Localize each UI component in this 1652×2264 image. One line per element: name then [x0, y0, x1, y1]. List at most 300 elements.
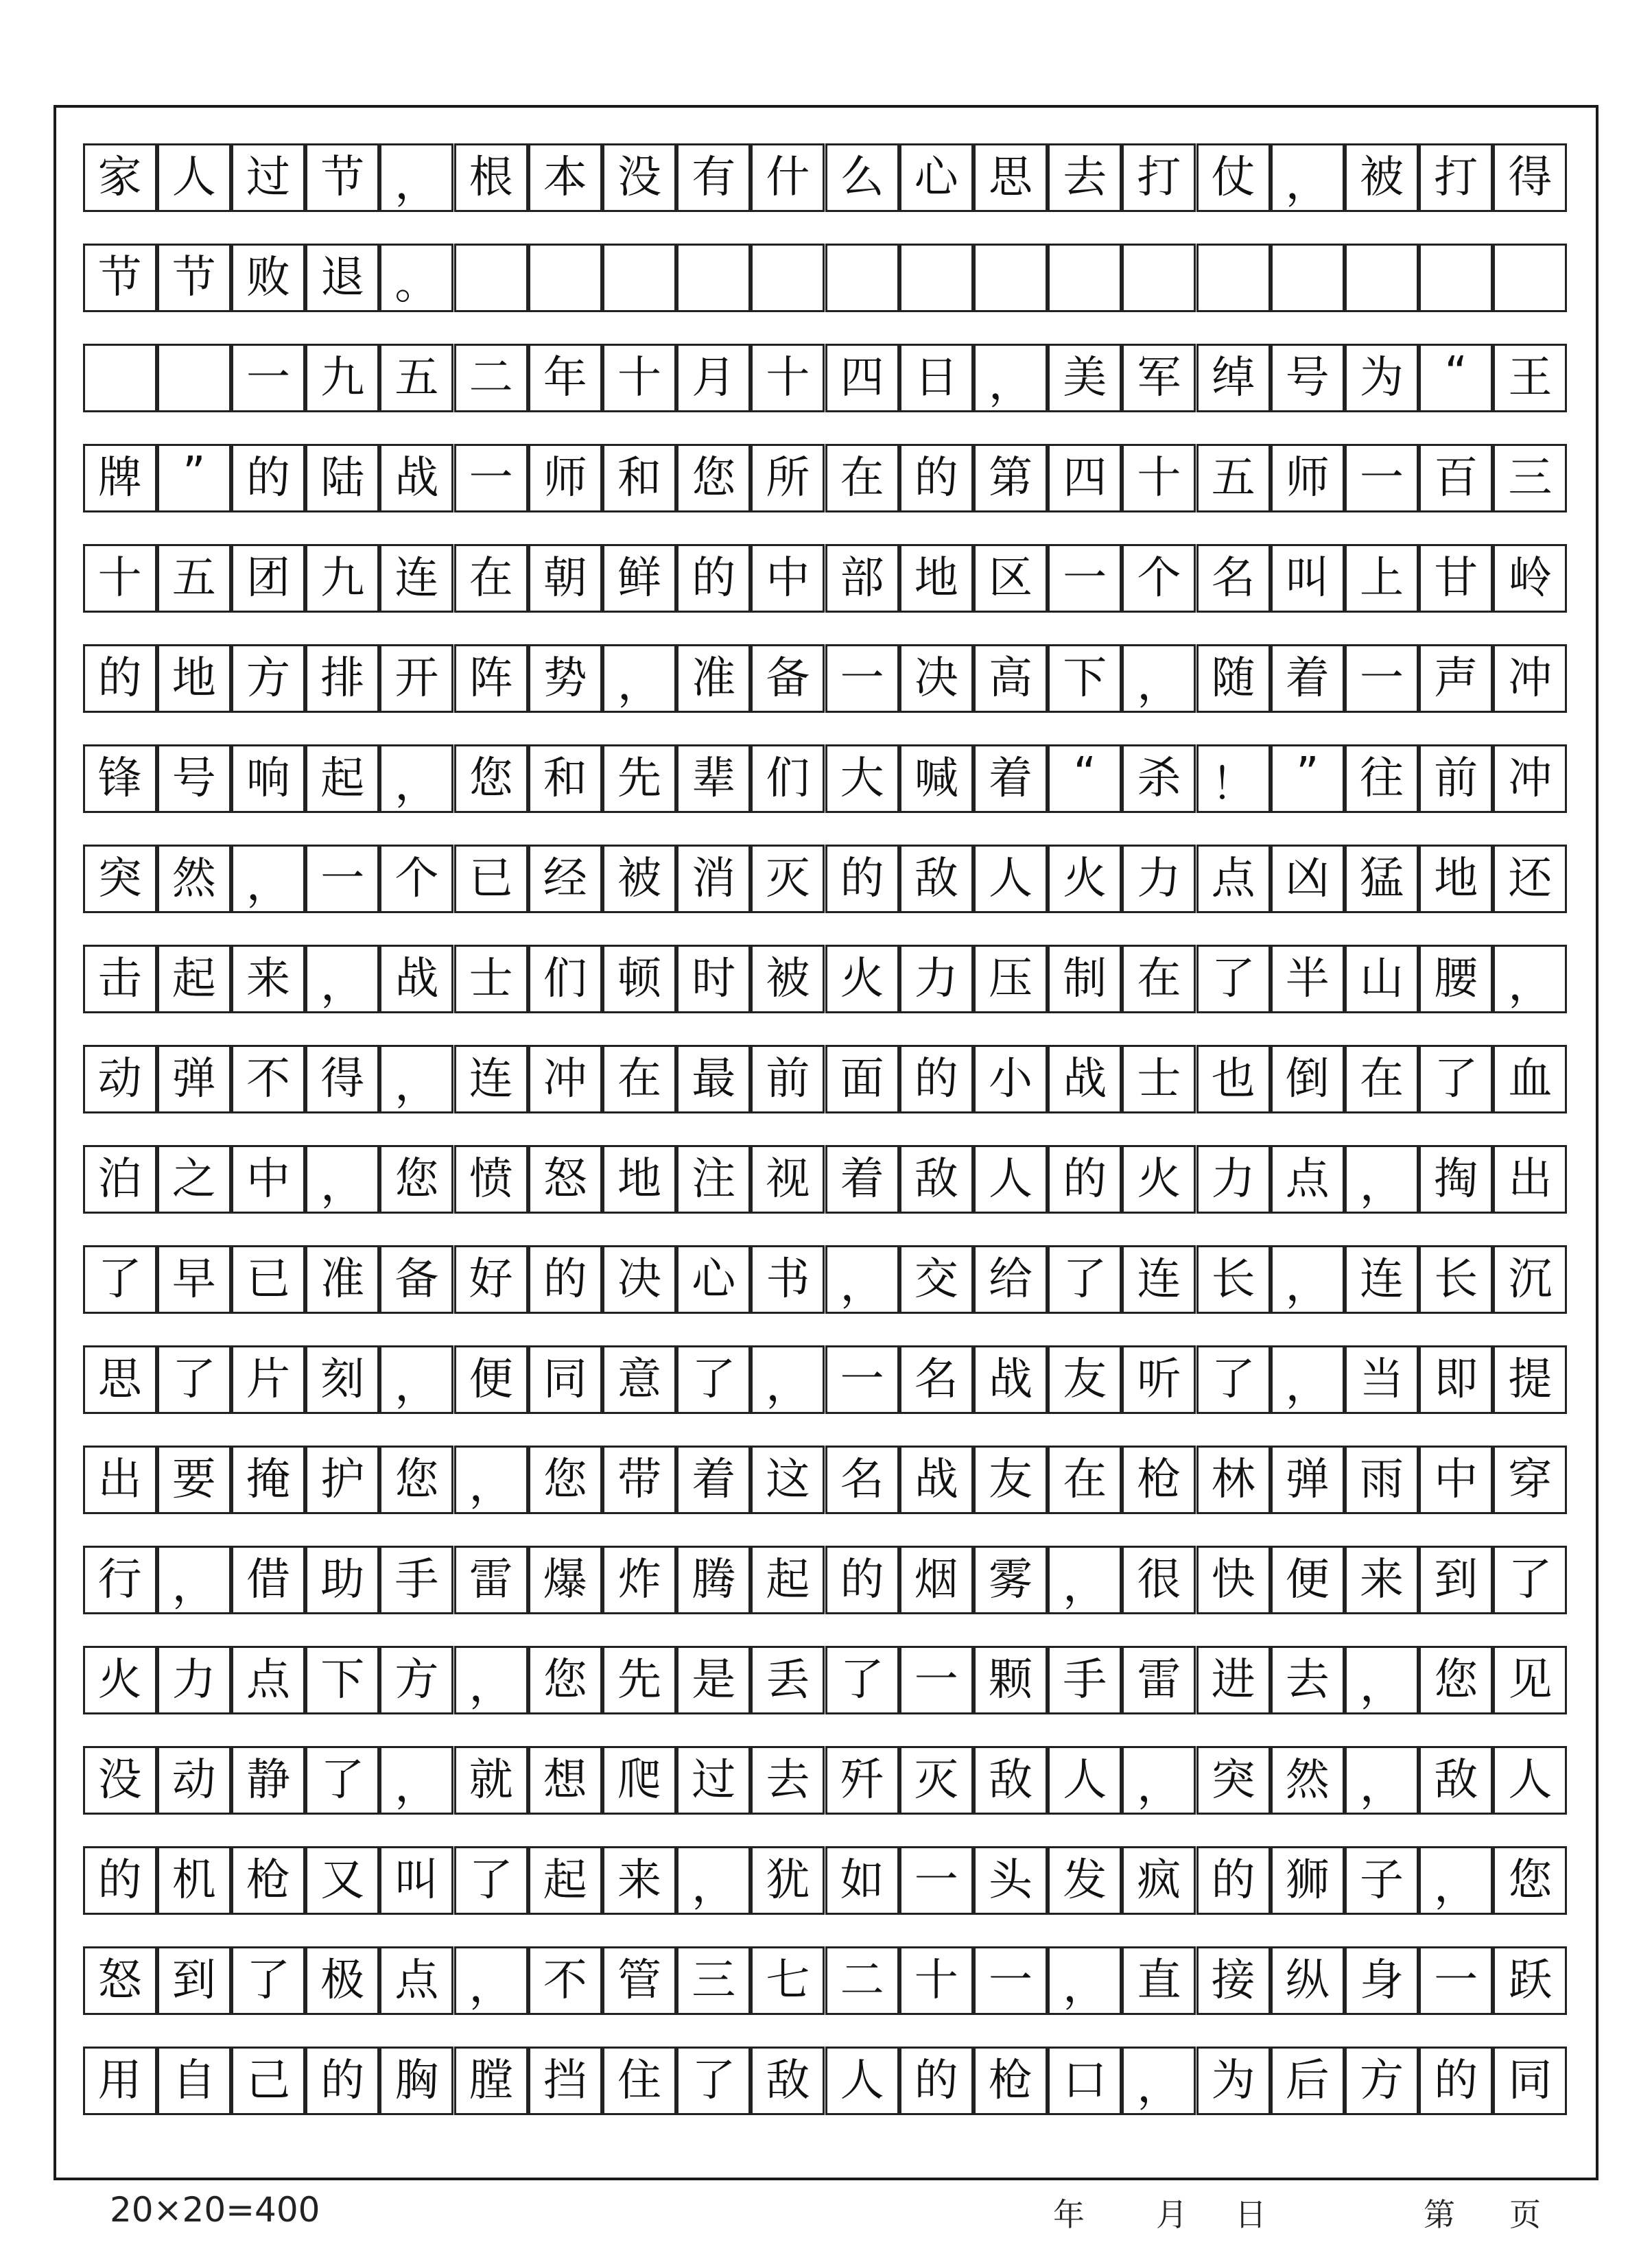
- grid-cell: [751, 1446, 825, 1514]
- grid-char: 一: [1359, 453, 1404, 504]
- grid-cell: [157, 344, 231, 412]
- grid-cell: [454, 845, 528, 913]
- grid-cell: [751, 544, 825, 613]
- grid-cell: [231, 2047, 305, 2115]
- grid-cell: [1048, 1145, 1122, 1214]
- grid-char: 随: [1211, 653, 1255, 704]
- grid-char: 了: [692, 1354, 736, 1405]
- grid-char: 片: [246, 1354, 290, 1405]
- grid-char: ，: [1063, 1561, 1107, 1612]
- grid-char: 师: [543, 453, 587, 504]
- grid-cell: [825, 1045, 899, 1113]
- grid-char: 友: [988, 1454, 1032, 1505]
- grid-cell: [1493, 1646, 1567, 1714]
- grid-cell: [305, 444, 379, 512]
- grid-char: 节: [97, 252, 142, 303]
- grid-cell: [83, 644, 157, 713]
- grid-char: 枪: [1137, 1454, 1181, 1505]
- grid-char: 的: [840, 1555, 884, 1605]
- manuscript-row: [84, 143, 1568, 212]
- grid-cell: [602, 1145, 676, 1214]
- grid-cell: [676, 1045, 751, 1113]
- grid-char: 歼: [840, 1755, 884, 1806]
- grid-char: 二: [840, 1955, 884, 2006]
- grid-cell: [379, 244, 453, 312]
- manuscript-row: [84, 2047, 1568, 2115]
- grid-cell: [899, 244, 974, 312]
- grid-char: 的: [1063, 1154, 1107, 1205]
- grid-cell: [1271, 1446, 1345, 1514]
- grid-char: 雨: [1359, 1454, 1404, 1505]
- grid-char: 二: [469, 353, 513, 403]
- grid-char: 一: [1434, 1955, 1478, 2006]
- grid-char: 疯: [1137, 1855, 1181, 1906]
- grid-char: 连: [469, 1054, 513, 1105]
- grid-cell: [528, 744, 602, 813]
- grid-cell: [1345, 1646, 1419, 1714]
- grid-char: 五: [394, 353, 439, 403]
- grid-char: 了: [1508, 1555, 1553, 1605]
- grid-char: 备: [394, 1254, 439, 1305]
- grid-char: 往: [1359, 753, 1404, 804]
- grid-cell: [1196, 845, 1271, 913]
- grid-cell: [305, 1345, 379, 1414]
- grid-cell: [157, 644, 231, 713]
- grid-char: ，: [394, 1360, 439, 1411]
- grid-char: 便: [1285, 1555, 1330, 1605]
- grid-cell: [379, 1446, 453, 1514]
- grid-char: 。: [394, 259, 439, 309]
- grid-char: 地: [617, 1154, 661, 1205]
- grid-cell: [1493, 1846, 1567, 1915]
- grid-cell: [1122, 1646, 1196, 1714]
- grid-cell: [676, 845, 751, 913]
- grid-char: 一: [320, 853, 365, 904]
- grid-char: 视: [766, 1154, 810, 1205]
- grid-char: 战: [394, 453, 439, 504]
- grid-char: 在: [1359, 1054, 1404, 1105]
- grid-char: 战: [914, 1454, 958, 1505]
- grid-char: 决: [914, 653, 958, 704]
- grid-char: 如: [840, 1855, 884, 1906]
- grid-char: 月: [692, 353, 736, 403]
- grid-char: 面: [840, 1054, 884, 1105]
- grid-cell: [676, 1145, 751, 1214]
- grid-char: 给: [988, 1254, 1032, 1305]
- grid-cell: [305, 1746, 379, 1815]
- grid-char: 静: [246, 1755, 290, 1806]
- grid-char: 灭: [766, 853, 810, 904]
- grid-cell: [602, 945, 676, 1013]
- grid-char: 朝: [543, 553, 587, 604]
- grid-cell: [528, 1946, 602, 2015]
- grid-char: 人: [988, 1154, 1032, 1205]
- grid-cell: [1196, 1345, 1271, 1414]
- grid-cell: [1122, 1245, 1196, 1314]
- grid-cell: [1345, 244, 1419, 312]
- grid-cell: [454, 2047, 528, 2115]
- grid-char: 三: [1508, 453, 1553, 504]
- grid-char: 本: [543, 152, 587, 203]
- grid-cell: [1271, 1646, 1345, 1714]
- grid-cell: [751, 1245, 825, 1314]
- grid-char: 名: [914, 1354, 958, 1405]
- grid-cell: [1271, 1546, 1345, 1614]
- grid-cell: [825, 143, 899, 212]
- page-suffix-label: 页: [1509, 2196, 1541, 2233]
- grid-cell: [1493, 2047, 1567, 2115]
- grid-char: 凶: [1285, 853, 1330, 904]
- grid-cell: [1345, 744, 1419, 813]
- grid-char: 一: [840, 1354, 884, 1405]
- grid-cell: [825, 444, 899, 512]
- grid-char: 仗: [1211, 152, 1255, 203]
- grid-char: ”: [182, 448, 206, 499]
- grid-char: 退: [320, 252, 365, 303]
- grid-char: 火: [1137, 1154, 1181, 1205]
- grid-char: 岭: [1508, 553, 1553, 604]
- grid-char: 去: [1285, 1655, 1330, 1706]
- grid-cell: [899, 544, 974, 613]
- grid-char: 部: [840, 553, 884, 604]
- grid-char: 怒: [97, 1955, 142, 2006]
- grid-char: 已: [469, 853, 513, 904]
- grid-cell: [1196, 2047, 1271, 2115]
- grid-cell: [602, 143, 676, 212]
- grid-char: 的: [1211, 1855, 1255, 1906]
- grid-cell: [974, 1446, 1048, 1514]
- grid-cell: [899, 1345, 974, 1414]
- grid-char: 同: [543, 1354, 587, 1405]
- grid-char: 军: [1137, 353, 1181, 403]
- grid-cell: [231, 1646, 305, 1714]
- grid-cell: [528, 945, 602, 1013]
- grid-cell: [1345, 1245, 1419, 1314]
- grid-cell: [1419, 544, 1493, 613]
- grid-char: 点: [246, 1655, 290, 1706]
- grid-char: 压: [988, 954, 1032, 1004]
- grid-cell: [454, 1646, 528, 1714]
- grid-cell: [1271, 344, 1345, 412]
- grid-cell: [899, 1446, 974, 1514]
- grid-char: ，: [1137, 2062, 1181, 2112]
- grid-cell: [1345, 2047, 1419, 2115]
- grid-char: 前: [766, 1054, 810, 1105]
- grid-cell: [1048, 945, 1122, 1013]
- grid-cell: [157, 1846, 231, 1915]
- grid-cell: [1196, 1446, 1271, 1514]
- grid-char: 的: [97, 1855, 142, 1906]
- grid-char: 日: [914, 353, 958, 403]
- grid-cell: [1345, 344, 1419, 412]
- grid-cell: [602, 1446, 676, 1514]
- grid-cell: [825, 945, 899, 1013]
- grid-cell: [602, 1946, 676, 2015]
- grid-cell: [1493, 1546, 1567, 1614]
- grid-char: 五: [172, 553, 216, 604]
- grid-cell: [1122, 1045, 1196, 1113]
- grid-cell: [379, 143, 453, 212]
- grid-cell: [305, 1546, 379, 1614]
- grid-cell: [528, 1345, 602, 1414]
- grid-cell: [83, 1546, 157, 1614]
- manuscript-row: [84, 1446, 1568, 1514]
- grid-char: 打: [1434, 152, 1478, 203]
- grid-char: ，: [840, 1260, 884, 1311]
- grid-char: 愤: [469, 1154, 513, 1205]
- grid-cell: [974, 1846, 1048, 1915]
- grid-char: 师: [1285, 453, 1330, 504]
- manuscript-row: [84, 1746, 1568, 1815]
- grid-char: 喊: [914, 753, 958, 804]
- grid-cell: [157, 945, 231, 1013]
- grid-cell: [1196, 244, 1271, 312]
- grid-char: 接: [1211, 1955, 1255, 2006]
- grid-char: 这: [766, 1454, 810, 1505]
- grid-char: 火: [1063, 853, 1107, 904]
- grid-char: 发: [1063, 1855, 1107, 1906]
- grid-char: 过: [692, 1755, 736, 1806]
- grid-cell: [825, 845, 899, 913]
- grid-cell: [379, 2047, 453, 2115]
- grid-char: 您: [394, 1154, 439, 1205]
- grid-char: 了: [1211, 954, 1255, 1004]
- grid-cell: [974, 2047, 1048, 2115]
- grid-char: 到: [1434, 1555, 1478, 1605]
- grid-cell: [1122, 1546, 1196, 1614]
- grid-cell: [751, 1846, 825, 1915]
- grid-cell: [231, 1846, 305, 1915]
- grid-char: 力: [1137, 853, 1181, 904]
- grid-char: 长: [1211, 1254, 1255, 1305]
- grid-char: 到: [172, 1955, 216, 2006]
- grid-char: 点: [394, 1955, 439, 2006]
- grid-char: 战: [1063, 1054, 1107, 1105]
- grid-cell: [454, 1345, 528, 1414]
- grid-char: 人: [172, 152, 216, 203]
- grid-cell: [676, 1446, 751, 1514]
- grid-char: 力: [172, 1655, 216, 1706]
- grid-cell: [676, 1546, 751, 1614]
- month-label: 月: [1156, 2196, 1188, 2233]
- grid-char: 便: [469, 1354, 513, 1405]
- grid-char: 下: [1063, 653, 1107, 704]
- grid-char: 自: [172, 2055, 216, 2106]
- grid-cell: [1196, 544, 1271, 613]
- grid-cell: [974, 644, 1048, 713]
- grid-cell: [899, 644, 974, 713]
- grid-cell: [974, 1546, 1048, 1614]
- grid-cell: [157, 1446, 231, 1514]
- grid-cell: [602, 1646, 676, 1714]
- manuscript-row: [84, 544, 1568, 613]
- grid-cell: [974, 1646, 1048, 1714]
- manuscript-row: [84, 1546, 1568, 1614]
- grid-char: ，: [1508, 960, 1553, 1011]
- grid-cell: [231, 544, 305, 613]
- grid-char: 人: [1508, 1755, 1553, 1806]
- grid-cell: [1048, 744, 1122, 813]
- grid-cell: [157, 1746, 231, 1815]
- grid-char: 然: [1285, 1755, 1330, 1806]
- grid-cell: [231, 444, 305, 512]
- grid-cell: [1048, 1846, 1122, 1915]
- grid-cell: [1419, 1446, 1493, 1514]
- grid-char: 雾: [988, 1555, 1032, 1605]
- grid-cell: [825, 1646, 899, 1714]
- grid-cell: [305, 1646, 379, 1714]
- grid-cell: [1271, 544, 1345, 613]
- grid-cell: [83, 1345, 157, 1414]
- grid-cell: [1419, 744, 1493, 813]
- grid-cell: [528, 444, 602, 512]
- grid-cell: [1345, 1546, 1419, 1614]
- grid-char: 来: [246, 954, 290, 1004]
- grid-cell: [1345, 1045, 1419, 1113]
- grid-cell: [379, 644, 453, 713]
- grid-char: 第: [988, 453, 1032, 504]
- grid-char: 什: [766, 152, 810, 203]
- grid-cell: [231, 845, 305, 913]
- grid-cell: [305, 945, 379, 1013]
- grid-char: 点: [1285, 1154, 1330, 1205]
- grid-char: ，: [617, 659, 661, 710]
- grid-cell: [305, 845, 379, 913]
- grid-cell: [751, 244, 825, 312]
- grid-char: 了: [246, 1955, 290, 2006]
- grid-cell: [305, 1045, 379, 1113]
- grid-cell: [231, 744, 305, 813]
- grid-cell: [676, 1345, 751, 1414]
- grid-cell: [1048, 143, 1122, 212]
- grid-cell: [1196, 143, 1271, 212]
- grid-char: ，: [394, 759, 439, 810]
- grid-char: 十: [97, 553, 142, 604]
- grid-cell: [1122, 644, 1196, 713]
- grid-char: 雷: [1137, 1655, 1181, 1706]
- grid-cell: [83, 1446, 157, 1514]
- grid-char: 中: [766, 553, 810, 604]
- grid-cell: [1271, 945, 1345, 1013]
- grid-char: 好: [469, 1254, 513, 1305]
- grid-cell: [1419, 945, 1493, 1013]
- grid-char: 林: [1211, 1454, 1255, 1505]
- grid-char: 口: [1063, 2055, 1107, 2106]
- grid-cell: [1493, 1746, 1567, 1815]
- grid-cell: [454, 143, 528, 212]
- grid-cell: [379, 1546, 453, 1614]
- grid-char: 不: [246, 1054, 290, 1105]
- grid-cell: [825, 1946, 899, 2015]
- grid-char: 冲: [1508, 753, 1553, 804]
- grid-cell: [602, 845, 676, 913]
- grid-cell: [454, 544, 528, 613]
- grid-cell: [1196, 1846, 1271, 1915]
- grid-char: 一: [914, 1855, 958, 1906]
- grid-char: 方: [246, 653, 290, 704]
- grid-cell: [1196, 1746, 1271, 1815]
- grid-cell: [1419, 1946, 1493, 2015]
- grid-cell: [1122, 344, 1196, 412]
- manuscript-row: [84, 344, 1568, 412]
- grid-char: 火: [97, 1655, 142, 1706]
- grid-cell: [83, 1646, 157, 1714]
- grid-cell: [1493, 544, 1567, 613]
- manuscript-row: [84, 244, 1568, 312]
- grid-char: 敌: [1434, 1755, 1478, 1806]
- grid-char: 战: [988, 1354, 1032, 1405]
- grid-cell: [602, 244, 676, 312]
- grid-cell: [1271, 1145, 1345, 1214]
- grid-cell: [157, 544, 231, 613]
- grid-char: 制: [1063, 954, 1107, 1004]
- grid-char: ”: [1296, 748, 1319, 799]
- grid-cell: [676, 945, 751, 1013]
- grid-char: 人: [840, 2055, 884, 2106]
- grid-cell: [1196, 945, 1271, 1013]
- grid-cell: [83, 1145, 157, 1214]
- grid-char: 了: [1211, 1354, 1255, 1405]
- grid-cell: [1196, 344, 1271, 412]
- grid-char: 挡: [543, 2055, 587, 2106]
- grid-cell: [1271, 845, 1345, 913]
- grid-cell: [751, 1946, 825, 2015]
- grid-char: 人: [988, 853, 1032, 904]
- grid-char: 提: [1508, 1354, 1553, 1405]
- grid-char: 很: [1137, 1555, 1181, 1605]
- grid-char: ，: [766, 1360, 810, 1411]
- grid-cell: [899, 1746, 974, 1815]
- grid-cell: [1196, 1646, 1271, 1714]
- grid-cell: [157, 444, 231, 512]
- grid-char: 四: [840, 353, 884, 403]
- grid-cell: [454, 1446, 528, 1514]
- grid-char: 连: [394, 553, 439, 604]
- grid-char: 意: [617, 1354, 661, 1405]
- grid-cell: [157, 1045, 231, 1113]
- grid-cell: [157, 744, 231, 813]
- grid-cell: [974, 544, 1048, 613]
- grid-cell: [379, 1045, 453, 1113]
- grid-char: 交: [914, 1254, 958, 1305]
- grid-cell: [83, 1245, 157, 1314]
- grid-char: 被: [766, 954, 810, 1004]
- grid-char: 穿: [1508, 1454, 1553, 1505]
- grid-cell: [974, 1746, 1048, 1815]
- grid-cell: [676, 244, 751, 312]
- grid-char: 刻: [320, 1354, 365, 1405]
- grid-cell: [528, 1446, 602, 1514]
- grid-cell: [676, 744, 751, 813]
- grid-cell: [231, 344, 305, 412]
- grid-cell: [974, 1245, 1048, 1314]
- grid-char: ！: [1211, 759, 1255, 810]
- grid-char: 没: [97, 1755, 142, 1806]
- grid-char: 被: [617, 853, 661, 904]
- grid-char: 动: [172, 1755, 216, 1806]
- grid-cell: [528, 1245, 602, 1314]
- grid-cell: [751, 1546, 825, 1614]
- grid-char: 没: [617, 152, 661, 203]
- manuscript-row: [84, 845, 1568, 913]
- grid-char: 得: [1508, 152, 1553, 203]
- grid-cell: [1048, 1646, 1122, 1714]
- grid-cell: [1048, 344, 1122, 412]
- grid-cell: [1493, 744, 1567, 813]
- grid-cell: [454, 644, 528, 713]
- grid-char: ，: [394, 158, 439, 209]
- grid-char: 还: [1508, 853, 1553, 904]
